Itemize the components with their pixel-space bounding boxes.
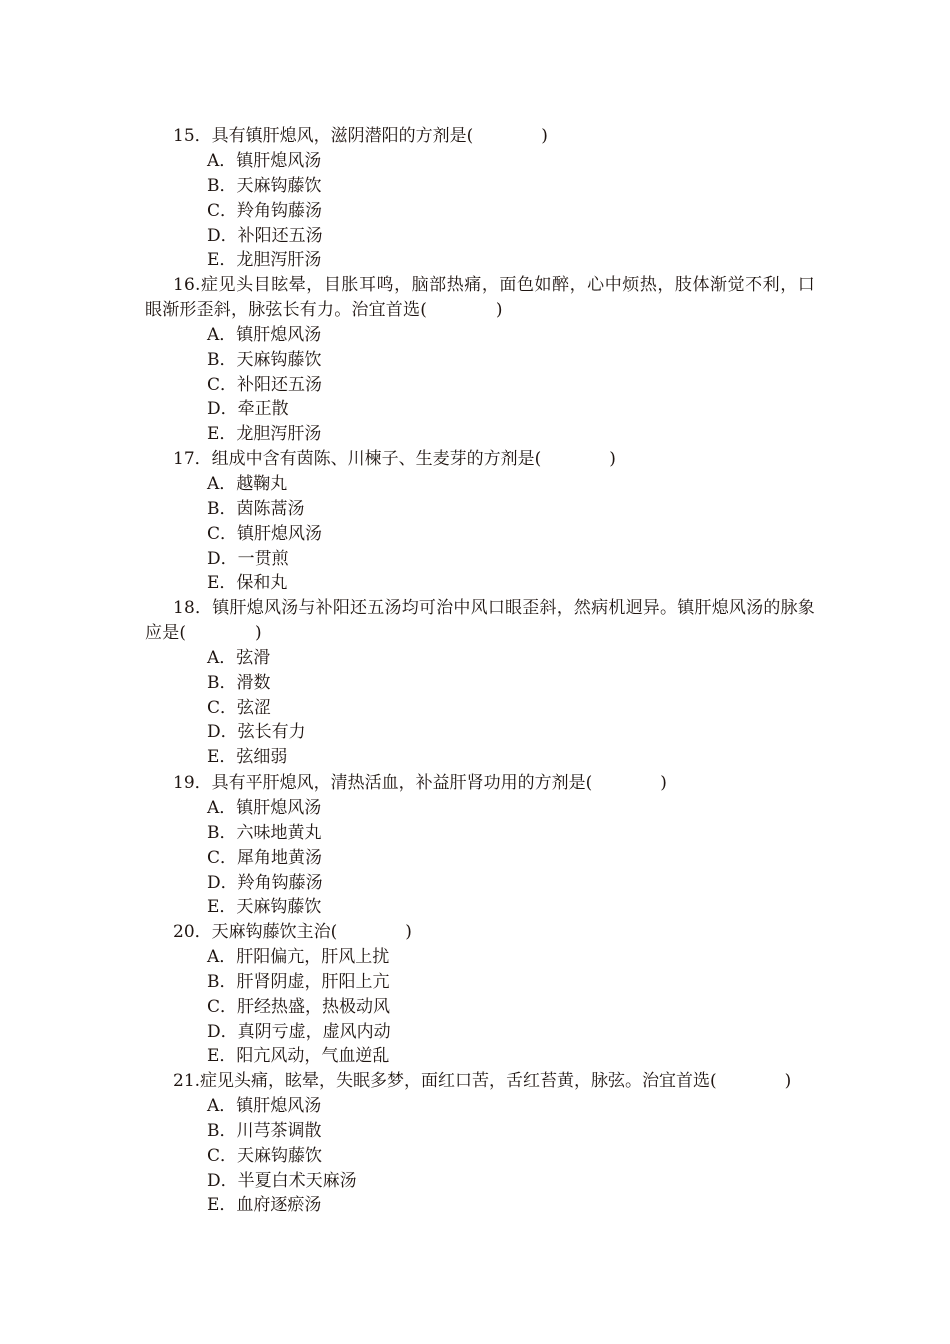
question-stem: 17．组成中含有茵陈、川楝子、生麦芽的方剂是( ) xyxy=(173,449,616,469)
option-c: C．弦涩 xyxy=(207,697,272,718)
option-c: C．羚角钩藤汤 xyxy=(207,200,323,221)
option-b: B．肝肾阴虚，肝阳上亢 xyxy=(207,971,390,992)
option-e: E．天麻钩藤饮 xyxy=(207,897,322,918)
option-d: D．一贯煎 xyxy=(207,548,289,569)
option-a: A．镇肝熄风汤 xyxy=(207,797,322,818)
question-stem: 20．天麻钩藤饮主治( ) xyxy=(173,922,412,942)
option-c: C．天麻钩藤饮 xyxy=(207,1145,323,1166)
option-d: D．半夏白术天麻汤 xyxy=(207,1170,357,1191)
option-d: D．真阴亏虚，虚风内动 xyxy=(207,1021,391,1042)
option-e: E．保和丸 xyxy=(207,573,288,594)
option-e: E．龙胆泻肝汤 xyxy=(207,424,322,445)
option-e: E．阳亢风动，气血逆乱 xyxy=(207,1046,390,1067)
option-d: D．羚角钩藤汤 xyxy=(207,872,323,893)
option-c: C．镇肝熄风汤 xyxy=(207,523,323,544)
question-18 xyxy=(145,596,815,770)
question-16 xyxy=(145,273,815,447)
option-b: B．天麻钩藤饮 xyxy=(207,349,322,370)
option-b: B．川芎茶调散 xyxy=(207,1120,322,1141)
option-a: A．越鞠丸 xyxy=(207,473,288,494)
question-19 xyxy=(145,771,815,920)
question-stem: 15．具有镇肝熄风，滋阴潜阳的方剂是( ) xyxy=(173,126,548,146)
question-21 xyxy=(145,1069,815,1218)
option-a: A．弦滑 xyxy=(207,647,271,668)
option-b: B．滑数 xyxy=(207,672,271,693)
option-e: E．弦细弱 xyxy=(207,747,288,768)
option-d: D．牵正散 xyxy=(207,399,289,420)
option-d: D．弦长有力 xyxy=(207,722,306,743)
option-c: C．补阳还五汤 xyxy=(207,374,323,395)
option-e: E．血府逐瘀汤 xyxy=(207,1195,322,1216)
question-stem: 18．镇肝熄风汤与补阳还五汤均可治中风口眼歪斜，然病机迥异。镇肝熄风汤的脉象应是( ) xyxy=(145,598,815,643)
option-a: A．镇肝熄风汤 xyxy=(207,324,322,345)
option-b: B．天麻钩藤饮 xyxy=(207,175,322,196)
option-c: C．犀角地黄汤 xyxy=(207,847,323,868)
question-stem: 16.症见头目眩晕，目胀耳鸣，脑部热痛，面色如醉，心中烦热，肢体渐觉不利，口眼渐形歪斜，脉弦长有力。治宜首选( ) xyxy=(145,275,815,320)
option-b: B．茵陈蒿汤 xyxy=(207,498,305,519)
question-stem: 19．具有平肝熄风，清热活血，补益肝肾功用的方剂是( ) xyxy=(173,773,667,793)
option-c: C．肝经热盛，热极动风 xyxy=(207,996,391,1017)
option-e: E．龙胆泻肝汤 xyxy=(207,250,322,271)
option-a: A．镇肝熄风汤 xyxy=(207,1095,322,1116)
question-15 xyxy=(145,124,815,273)
option-b: B．六味地黄丸 xyxy=(207,822,322,843)
question-stem: 21.症见头痛，眩晕，失眠多梦，面红口苦，舌红苔黄，脉弦。治宜首选( ) xyxy=(173,1071,792,1091)
question-20 xyxy=(145,920,815,1069)
option-a: A．肝阳偏亢，肝风上扰 xyxy=(207,946,390,967)
option-a: A．镇肝熄风汤 xyxy=(207,150,322,171)
question-17 xyxy=(145,447,815,596)
option-d: D．补阳还五汤 xyxy=(207,225,323,246)
